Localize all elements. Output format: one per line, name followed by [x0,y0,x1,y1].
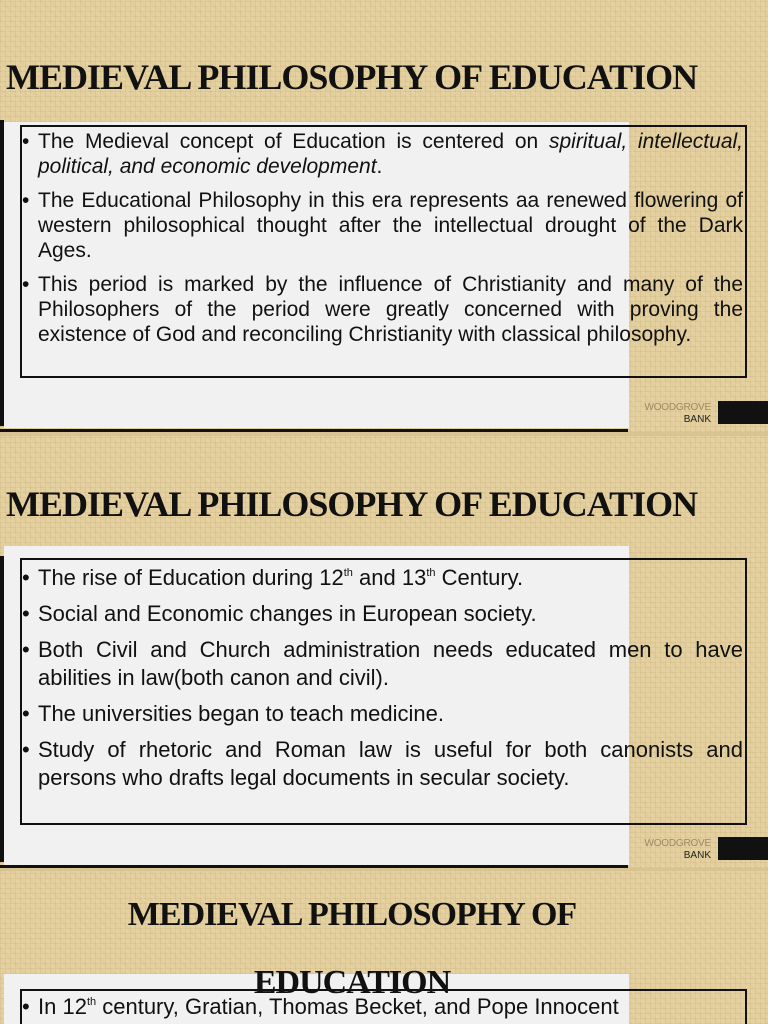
slide-2 [0,436,768,868]
bullet-list [22,993,743,1021]
bullet-item [22,636,743,692]
logo-line-1: WOODGROVE [644,402,711,413]
bullet-item [22,188,743,263]
bullet-dot-icon: • [22,601,30,626]
bullet-text-suffix: . [376,155,383,178]
bullet-text: Both Civil and Church administration needs educated men to have abilities in law(both canon and civil). [38,637,743,690]
bullet-text: The rise of Education during 12 [38,565,344,590]
bullet-dot-icon: • [22,189,30,212]
bullet-dot-icon: • [22,637,30,662]
bullet-dot-icon: • [22,737,30,762]
slide-title: MEDIEVAL PHILOSOPHY OF EDUCATION [6,57,698,97]
bullet-text: This period is marked by the influence of Christianity and many of the Philosophers of the period were greatly concerned with proving the existence of God and reconciling Christianity with classical philosophy. [38,273,743,346]
corner-tab [718,401,768,424]
bullet-item [22,736,743,792]
bullet-text: Social and Economic changes in European society. [38,601,537,626]
left-accent-bar [0,120,4,426]
bullet-text: The Educational Philosophy in this era represents aa renewed flowering of western philosophical thought after the intellectual drought of the Dark Ages. [38,189,743,262]
slide-title-line-1: MEDIEVAL PHILOSOPHY OF [127,896,577,933]
slide-1 [0,0,768,432]
bullet-item [22,272,743,347]
slide-3 [0,871,768,1024]
slide-title: MEDIEVAL PHILOSOPHY OF EDUCATION [6,484,698,524]
logo-line-2: BANK [683,850,711,861]
bullet-text: century, Gratian, Thomas Becket, and Pope Innocent [96,994,619,1019]
bullet-list [22,129,743,347]
corner-tab [718,837,768,860]
content-box [20,558,747,825]
bullet-dot-icon: • [22,130,30,153]
bullet-dot-icon: • [22,565,30,590]
logo-line-2: BANK [683,414,711,425]
bullet-text: and 13 [352,565,427,590]
superscript: th [426,567,436,579]
slide-title-line-2: EDUCATION [253,964,451,1001]
superscript: th [343,567,353,579]
left-accent-bar [0,556,4,862]
bullet-emphasis: spiritual, intellectual, political, and economic development [38,130,743,178]
bullet-text: The universities began to teach medicine. [38,701,445,726]
content-box [20,989,747,1024]
bullet-item [22,700,743,728]
bullet-item [22,993,743,1021]
bullet-item [22,564,743,592]
bullet-text: The Medieval concept of Education is centered on [38,130,549,153]
bullet-item [22,129,743,179]
bullet-item [22,600,743,628]
bullet-list [22,562,743,792]
content-box [20,125,747,378]
woodgrove-bank-logo [644,838,711,862]
logo-line-1: WOODGROVE [644,838,711,849]
bullet-text: Study of rhetoric and Roman law is useful for both canonists and persons who drafts legal documents in secular society. [38,737,743,790]
bullet-text: Century. [435,565,524,590]
bullet-dot-icon: • [22,994,30,1019]
bullet-text: In 12 [38,994,87,1019]
bullet-dot-icon: • [22,273,30,296]
bullet-dot-icon: • [22,701,30,726]
superscript: th [86,996,97,1008]
woodgrove-bank-logo [644,402,711,426]
